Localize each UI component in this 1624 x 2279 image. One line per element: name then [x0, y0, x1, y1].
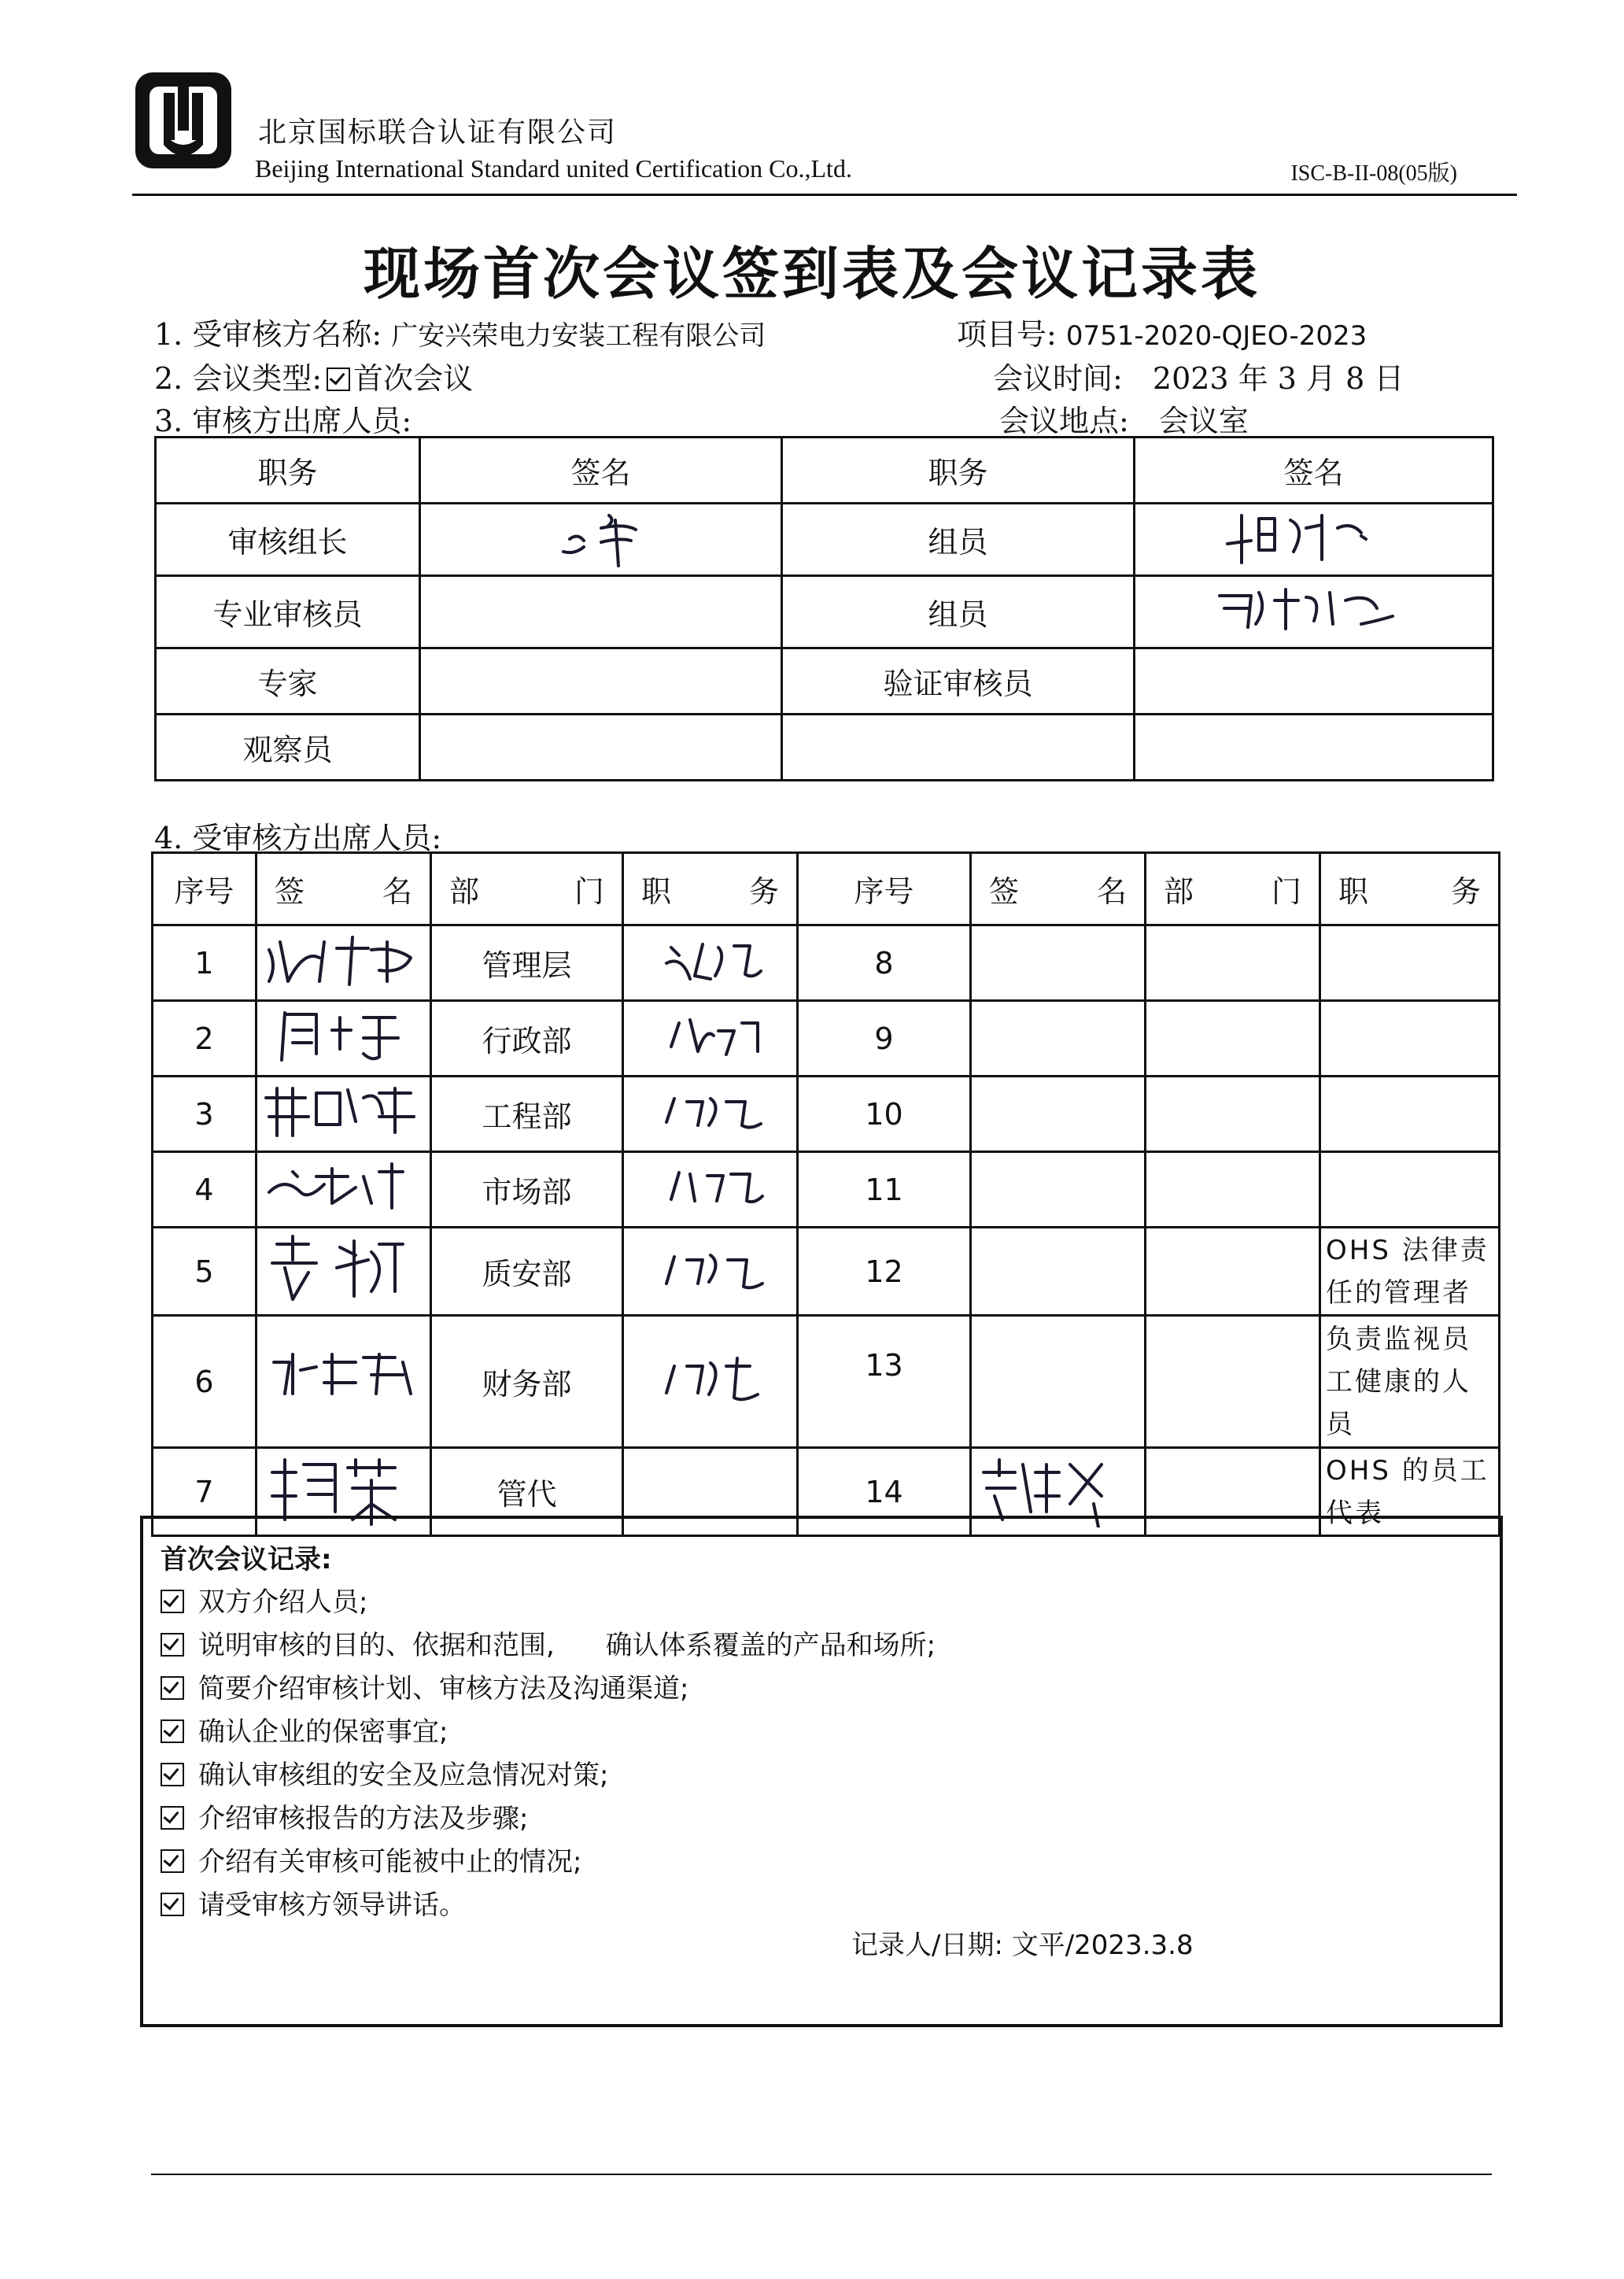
- handwritten-signature: [261, 1339, 426, 1417]
- company-name-en: Beijing International Standard united Certification Co.,Ltd.: [255, 154, 852, 183]
- post-cell: [623, 1316, 798, 1448]
- record-item-text: 介绍审核报告的方法及步骤;: [198, 1803, 529, 1834]
- header-department: [1146, 853, 1320, 925]
- company-logo: [132, 69, 234, 172]
- checked-box-icon: [161, 1806, 184, 1830]
- header-char: 部: [1164, 874, 1194, 909]
- record-item-text: 请受审核方领导讲话。: [198, 1889, 466, 1921]
- row-no: 1: [153, 925, 257, 1001]
- signature-cell: [971, 1001, 1146, 1077]
- signature-cell: [1135, 648, 1493, 715]
- record-item: [161, 1840, 581, 1878]
- row-no: 7: [153, 1448, 257, 1536]
- auditee-attendance-table: [151, 851, 1500, 1537]
- role-cell: [782, 715, 1135, 781]
- post-cell: [623, 1077, 798, 1152]
- header-signature: [971, 853, 1146, 925]
- header-role: 职务: [782, 438, 1135, 504]
- record-item-text: 确认企业的保密事宜;: [198, 1716, 448, 1748]
- handwritten-signature: [1212, 504, 1416, 567]
- department-cell: 管代: [431, 1448, 623, 1536]
- row-no: 8: [798, 925, 971, 1001]
- row-no: 9: [798, 1001, 971, 1077]
- handwritten-signature: [648, 1158, 773, 1213]
- row-no: 6: [153, 1316, 257, 1448]
- checked-box-icon: [161, 1849, 184, 1873]
- table-row: [156, 648, 1493, 715]
- post-cell: [1320, 1077, 1500, 1152]
- handwritten-signature: [261, 1077, 426, 1143]
- signature-cell: [257, 1316, 431, 1448]
- record-item-text: 确认审核组的安全及应急情况对策;: [198, 1760, 609, 1791]
- header-signature: 签名: [420, 438, 782, 504]
- header-divider: [132, 194, 1517, 196]
- department-cell: 财务部: [431, 1316, 623, 1448]
- table-row: [153, 1228, 1500, 1316]
- role-cell: 验证审核员: [782, 648, 1135, 715]
- table-row: [156, 715, 1493, 781]
- auditee-attendees-label: 4. 受审核方出席人员:: [154, 821, 442, 855]
- header-role: 职务: [156, 438, 420, 504]
- header-no: 序号: [798, 853, 971, 925]
- footer-divider: [151, 2174, 1492, 2175]
- post-cell: [1320, 925, 1500, 1001]
- signature-cell: [420, 648, 782, 715]
- meeting-place-value: 会议室: [1158, 404, 1249, 438]
- table-header-row: [156, 438, 1493, 504]
- meeting-type-value: 首次会议: [353, 361, 474, 396]
- checked-box-icon: [161, 1590, 184, 1613]
- department-cell: 行政部: [431, 1001, 623, 1077]
- page-title: 现场首次会议签到表及会议记录表: [363, 241, 1260, 307]
- meeting-type-label: 2. 会议类型:: [154, 361, 323, 396]
- signature-cell: [420, 715, 782, 781]
- post-cell: OHS 法律责任的管理者: [1320, 1228, 1500, 1316]
- handwritten-signature: [648, 1083, 773, 1138]
- header-department: [431, 853, 623, 925]
- signature-cell: [971, 1152, 1146, 1228]
- table-row: [153, 1152, 1500, 1228]
- header-post: [1320, 853, 1500, 925]
- signature-cell: [971, 1077, 1146, 1152]
- department-cell: [1146, 1316, 1320, 1448]
- table-header-row: [153, 853, 1500, 925]
- signature-cell: [420, 576, 782, 648]
- role-cell: 审核组长: [156, 504, 420, 576]
- department-cell: [1146, 925, 1320, 1001]
- checked-box-icon: [327, 368, 350, 391]
- post-cell: [1320, 1152, 1500, 1228]
- company-name-cn: 北京国标联合认证有限公司: [258, 116, 618, 149]
- post-cell: OHS 的员工代表: [1320, 1448, 1500, 1536]
- signature-cell: [257, 1152, 431, 1228]
- handwritten-signature: [1204, 577, 1424, 640]
- post-cell: [1320, 1001, 1500, 1077]
- role-cell: 组员: [782, 504, 1135, 576]
- meeting-time-line: [993, 354, 1404, 397]
- record-item: [161, 1623, 936, 1662]
- department-cell: 市场部: [431, 1152, 623, 1228]
- row-no: 4: [153, 1152, 257, 1228]
- signature-cell: [257, 925, 431, 1001]
- record-item: [161, 1580, 367, 1619]
- record-item-text: 双方介绍人员;: [198, 1586, 368, 1618]
- auditor-attendance-table: [154, 436, 1494, 781]
- header-char: 门: [574, 874, 604, 909]
- department-cell: 工程部: [431, 1077, 623, 1152]
- header-signature: [257, 853, 431, 925]
- post-cell: [623, 925, 798, 1001]
- meeting-place-line: [999, 397, 1249, 440]
- header-signature: 签名: [1135, 438, 1493, 504]
- header-char: 门: [1271, 874, 1301, 909]
- checked-box-icon: [161, 1676, 184, 1700]
- row-no: 12: [798, 1228, 971, 1316]
- signature-cell: [420, 504, 782, 576]
- signature-cell: [257, 1001, 431, 1077]
- meeting-place-label: 会议地点:: [999, 404, 1129, 438]
- post-cell: [623, 1228, 798, 1316]
- row-no: 5: [153, 1228, 257, 1316]
- handwritten-signature: [648, 1343, 773, 1413]
- signature-cell: [971, 1316, 1146, 1448]
- checked-box-icon: [161, 1893, 184, 1916]
- department-cell: 管理层: [431, 925, 623, 1001]
- header-char: 务: [1450, 874, 1481, 909]
- role-cell: 专业审核员: [156, 576, 420, 648]
- post-cell: [623, 1001, 798, 1077]
- checked-box-icon: [161, 1763, 184, 1786]
- record-item: [161, 1667, 688, 1705]
- auditee-label: 1. 受审核方名称:: [154, 317, 382, 352]
- project-line: [957, 310, 1367, 353]
- signature-cell: [257, 1077, 431, 1152]
- table-row: [153, 925, 1500, 1001]
- row-no: 3: [153, 1077, 257, 1152]
- checked-box-icon: [161, 1633, 184, 1657]
- signature-cell: [257, 1228, 431, 1316]
- handwritten-signature: [261, 1153, 426, 1219]
- table-row: [156, 576, 1493, 648]
- handwritten-signature: [648, 1236, 773, 1299]
- project-value: 0751-2020-QJEO-2023: [1065, 320, 1367, 352]
- record-title: 首次会议记录:: [161, 1544, 332, 1575]
- auditee-name-line: [154, 310, 766, 353]
- header-no: 序号: [153, 853, 257, 925]
- checked-box-icon: [161, 1719, 184, 1743]
- header-char: 名: [1096, 874, 1127, 909]
- table-row: [153, 1001, 1500, 1077]
- header-post: [623, 853, 798, 925]
- table-row: [153, 1316, 1500, 1448]
- handwritten-signature: [261, 1002, 426, 1068]
- row-no: 2: [153, 1001, 257, 1077]
- handwritten-signature: [522, 504, 680, 567]
- record-item: [161, 1797, 528, 1835]
- handwritten-signature: [648, 1007, 773, 1062]
- header-char: 签: [275, 874, 305, 909]
- header-char: 务: [748, 874, 779, 909]
- signature-cell: [971, 925, 1146, 1001]
- table-row: [156, 504, 1493, 576]
- role-cell: 观察员: [156, 715, 420, 781]
- meeting-time-value: 2023 年 3 月 8 日: [1152, 361, 1404, 396]
- handwritten-signature: [261, 1228, 426, 1307]
- department-cell: [1146, 1077, 1320, 1152]
- header-char: 部: [449, 874, 480, 909]
- header-char: 名: [382, 874, 412, 909]
- row-no: 13: [798, 1316, 971, 1448]
- auditor-attendees-label: 3. 审核方出席人员:: [154, 404, 412, 438]
- row-no: 10: [798, 1077, 971, 1152]
- signature-cell: [1135, 576, 1493, 648]
- header-char: 职: [1338, 874, 1369, 909]
- auditee-value: 广安兴荣电力安装工程有限公司: [391, 320, 766, 352]
- department-cell: [1146, 1001, 1320, 1077]
- record-item-text: 说明审核的目的、依据和范围, 确认体系覆盖的产品和场所;: [198, 1630, 936, 1661]
- department-cell: [1146, 1228, 1320, 1316]
- header-char: 签: [989, 874, 1020, 909]
- record-item: [161, 1883, 466, 1922]
- form-code: ISC-B-II-08(05版): [1290, 161, 1457, 186]
- header-char: 职: [641, 874, 672, 909]
- department-cell: [1146, 1152, 1320, 1228]
- handwritten-signature: [648, 932, 773, 987]
- record-item-text: 介绍有关审核可能被中止的情况;: [198, 1846, 582, 1878]
- role-cell: 专家: [156, 648, 420, 715]
- record-item: [161, 1710, 448, 1749]
- post-cell: [623, 1152, 798, 1228]
- signature-cell: [971, 1228, 1146, 1316]
- handwritten-signature: [261, 926, 426, 992]
- record-item: [161, 1753, 608, 1792]
- signature-cell: [1135, 715, 1493, 781]
- post-cell: 负责监视员工健康的人员: [1320, 1316, 1500, 1448]
- meeting-time-label: 会议时间:: [993, 361, 1123, 396]
- record-item-text: 简要介绍审核计划、审核方法及沟通渠道;: [198, 1673, 689, 1705]
- project-label: 项目号:: [957, 317, 1057, 352]
- signature-cell: [1135, 504, 1493, 576]
- row-no: 14: [798, 1448, 971, 1536]
- role-cell: 组员: [782, 576, 1135, 648]
- row-no: 11: [798, 1152, 971, 1228]
- department-cell: 质安部: [431, 1228, 623, 1316]
- table-row: [153, 1077, 1500, 1152]
- recorder-date: 记录人/日期: 文平/2023.3.8: [851, 1930, 1194, 1961]
- meeting-type-line: [154, 354, 473, 397]
